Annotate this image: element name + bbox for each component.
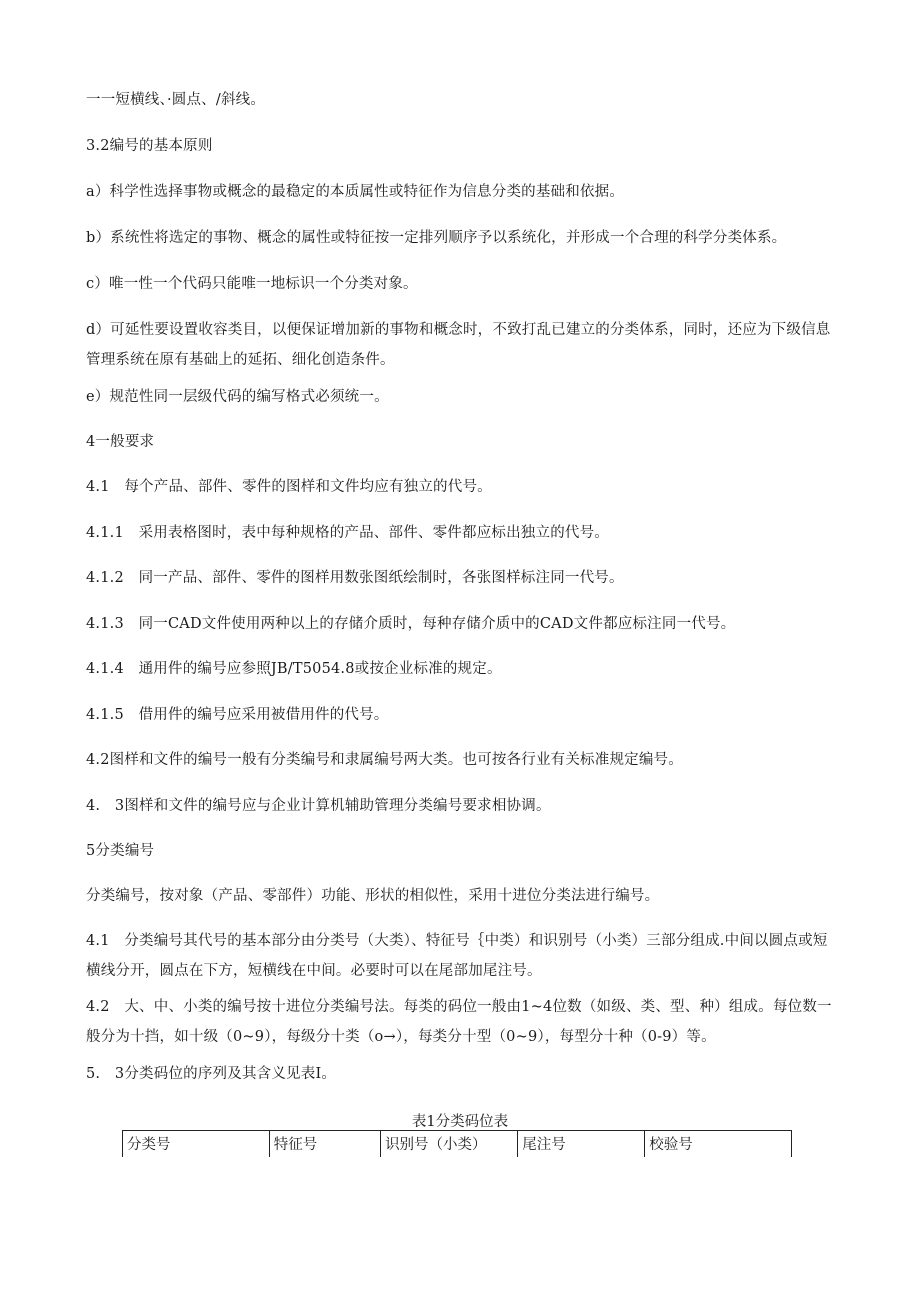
table-caption: 表1分类码位表 (411, 1114, 509, 1130)
header-suffix-number: 尾注号 (518, 1131, 645, 1158)
principle-a: a）科学性选择事物或概念的最稳定的本质属性或特征作为信息分类的基础和依据。 (86, 184, 625, 200)
clause-4-1-3: 4.1.3 同一CAD文件使用两种以上的存储介质时，每种存储介质中的CAD文件都应标注同一代号。 (86, 616, 736, 632)
clause-4-3: 4. 3图样和文件的编号应与企业计算机辅助管理分类编号要求相协调。 (86, 798, 551, 814)
principle-c: c）唯一性一个代码只能唯一地标识一个分类对象。 (86, 276, 418, 292)
heading-3-2: 3.2编号的基本原则 (86, 138, 213, 154)
clause-5-1: 4.1 分类编号其代号的基本部分由分类号（大类）、特征号｛中类）和识别号（小类）三部分组成.中间以圆点或短横线分开，圆点在下方，短横线在中间。必要时可以在尾部加尾注号。 (86, 933, 828, 979)
clause-4-1-2: 4.1.2 同一产品、部件、零件的图样用数张图纸绘制时，各张图样标注同一代号。 (86, 570, 624, 586)
header-classification-number: 分类号 (123, 1131, 270, 1158)
code-position-table (122, 1130, 792, 1157)
clause-4-1-1: 4.1.1 采用表格图时，表中每种规格的产品、部件、零件都应标出独立的代号。 (86, 525, 609, 541)
table-header-row (123, 1131, 792, 1158)
clause-4-1-4: 4.1.4 通用件的编号应参照JB/T5054.8或按企业标准的规定。 (86, 661, 502, 677)
paragraph-separator-symbols: 一一短横线、·圆点、/斜线。 (86, 92, 266, 108)
clause-5-3: 5. 3分类码位的序列及其含义见表I。 (86, 1066, 337, 1082)
classification-intro: 分类编号，按对象（产品、零部件）功能、形状的相似性，采用十进位分类法进行编号。 (86, 888, 660, 904)
header-identification-number: 识别号（小类） (381, 1131, 518, 1158)
principle-b: b）系统性将选定的事物、概念的属性或特征按一定排列顺序予以系统化，并形成一个合理的科学分类体系。 (86, 230, 787, 246)
clause-4-1: 4.1 每个产品、部件、零件的图样和文件均应有独立的代号。 (86, 479, 492, 495)
heading-4: 4一般要求 (86, 434, 155, 450)
header-check-number: 校验号 (645, 1131, 792, 1158)
header-feature-number: 特征号 (269, 1131, 380, 1158)
principle-d: d）可延性要设置收容类目，以便保证增加新的事物和概念时，不致打乱已建立的分类体系，同时，还应为下级信息管理系统在原有基础上的延拓、细化创造条件。 (86, 322, 831, 368)
principle-e: e）规范性同一层级代码的编写格式必须统一。 (86, 389, 389, 405)
clause-4-1-5: 4.1.5 借用件的编号应采用被借用件的代号。 (86, 707, 389, 723)
clause-5-2: 4.2 大、中、小类的编号按十进位分类编号法。每类的码位一般由1~4位数（如级、类、型、种）组成。每位数一般分为十挡，如十级（0~9），每级分十类（o→），每类分十型（0~9），每型分十种（0-9）等。 (86, 999, 832, 1045)
clause-4-2: 4.2图样和文件的编号一般有分类编号和隶属编号两大类。也可按各行业有关标准规定编号。 (86, 752, 683, 768)
heading-5: 5分类编号 (86, 843, 155, 859)
